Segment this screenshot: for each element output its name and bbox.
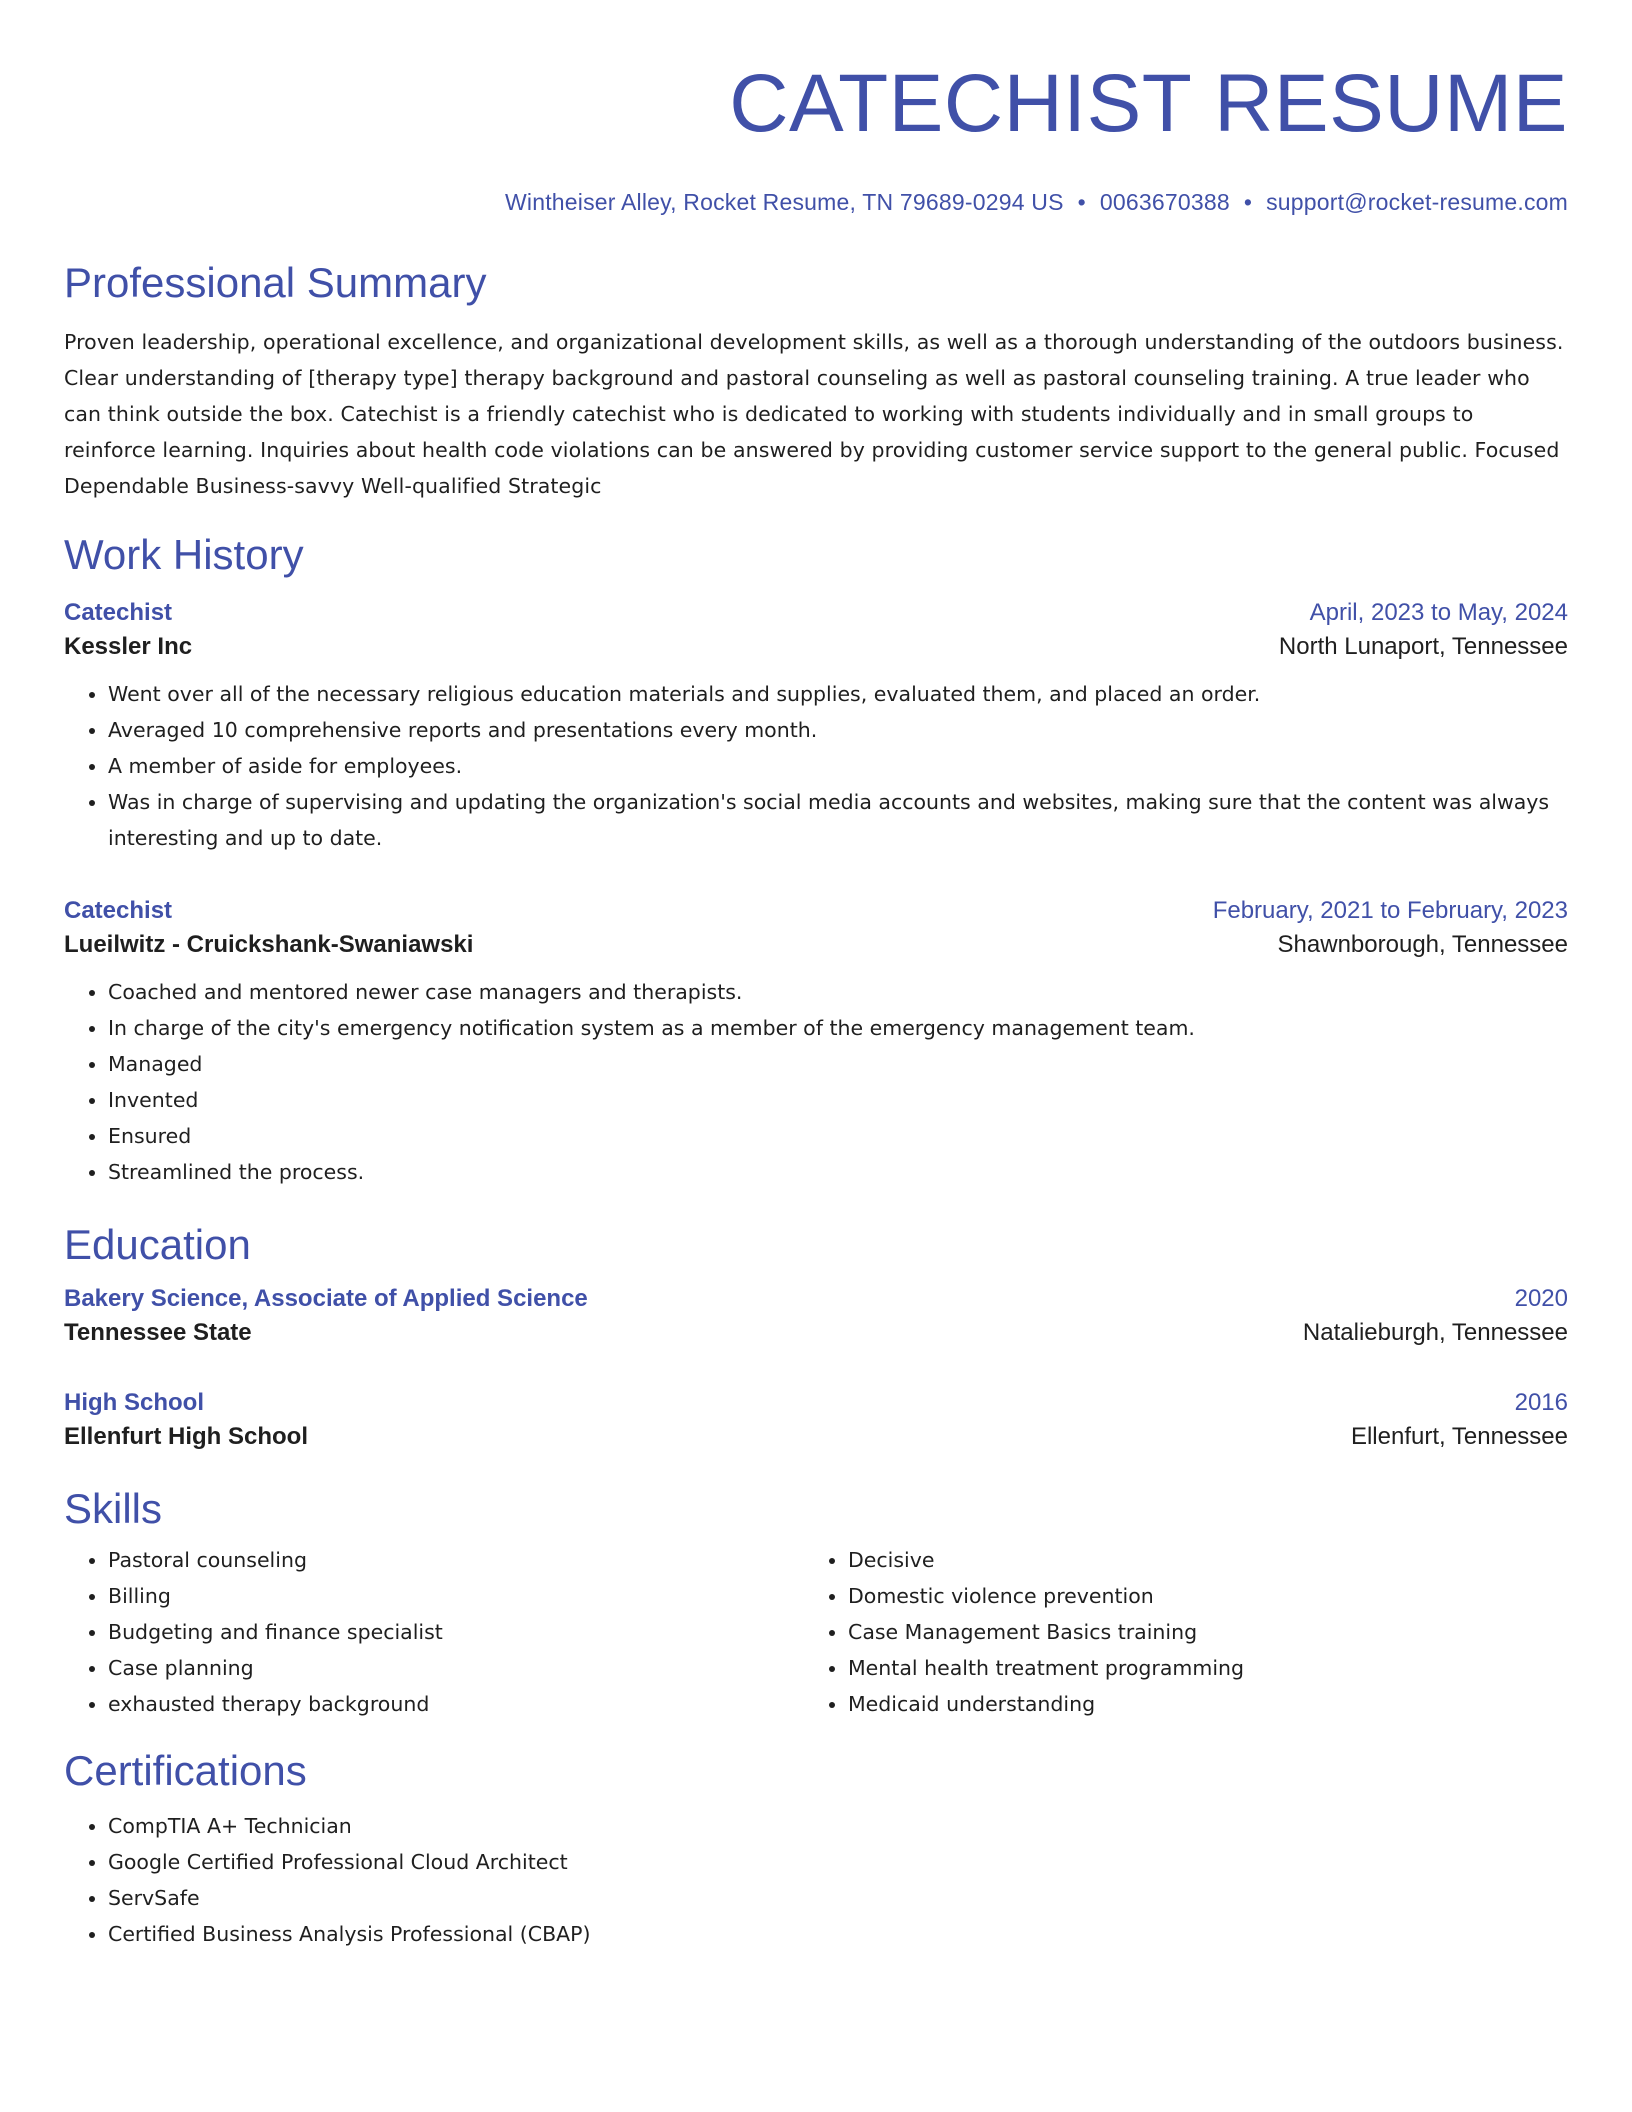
certification-item: • Certified Business Analysis Professional (CBAP) xyxy=(108,1916,1568,1952)
skills-column-right xyxy=(804,1542,1544,1722)
job-bullets xyxy=(64,974,1568,1190)
education-location: Natalieburgh, Tennessee xyxy=(1302,1319,1568,1346)
job-entry xyxy=(64,894,1568,1190)
job-employer-row xyxy=(64,928,1568,962)
skill-item: • exhausted therapy background xyxy=(108,1686,804,1722)
summary-heading: Professional Summary xyxy=(64,259,487,306)
skill-item: • Pastoral counseling xyxy=(108,1542,804,1578)
contact-line xyxy=(64,188,1568,216)
resume-header xyxy=(64,56,1568,216)
job-bullet: • Was in charge of supervising and updating the organization's social media accounts and websites, making sure that the content was always interesting and up to date. xyxy=(108,784,1568,856)
education-header-row xyxy=(64,1386,1568,1420)
skill-item: • Billing xyxy=(108,1578,804,1614)
job-location: Shawnborough, Tennessee xyxy=(1277,931,1568,958)
education-header-row xyxy=(64,1282,1568,1316)
job-bullet: • A member of aside for employees. xyxy=(108,748,1568,784)
skill-item: • Case planning xyxy=(108,1650,804,1686)
education-entry xyxy=(64,1386,1568,1454)
job-bullet: • Ensured xyxy=(108,1118,1568,1154)
job-role: Catechist xyxy=(64,897,173,924)
job-employer: Lueilwitz - Cruickshank-Swaniawski xyxy=(64,931,474,958)
job-location: North Lunaport, Tennessee xyxy=(1278,633,1568,660)
education-heading: Education xyxy=(64,1221,251,1268)
education-school: Ellenfurt High School xyxy=(64,1423,308,1450)
job-bullet: • In charge of the city's emergency notification system as a member of the emergency management team. xyxy=(108,1010,1568,1046)
skill-item: • Case Management Basics training xyxy=(848,1614,1544,1650)
resume-title: CATECHIST RESUME xyxy=(729,58,1568,149)
skill-item: • Medicaid understanding xyxy=(848,1686,1544,1722)
job-dates: February, 2021 to February, 2023 xyxy=(1212,897,1568,924)
contact-email: support@rocket-resume.com xyxy=(1266,189,1568,215)
job-role: Catechist xyxy=(64,599,173,626)
job-dates: April, 2023 to May, 2024 xyxy=(1309,599,1568,626)
certifications-list xyxy=(64,1808,1568,1952)
skills-heading: Skills xyxy=(64,1485,163,1532)
job-bullets xyxy=(64,676,1568,856)
certification-item: • Google Certified Professional Cloud Architect xyxy=(108,1844,1568,1880)
contact-separator: • xyxy=(1243,189,1253,215)
job-bullet: • Invented xyxy=(108,1082,1568,1118)
job-bullet: • Streamlined the process. xyxy=(108,1154,1568,1190)
job-bullet: • Managed xyxy=(108,1046,1568,1082)
job-header-row xyxy=(64,894,1568,928)
certifications-heading: Certifications xyxy=(64,1747,307,1794)
job-entry xyxy=(64,596,1568,856)
skill-item: • Domestic violence prevention xyxy=(848,1578,1544,1614)
education-year: 2016 xyxy=(1514,1389,1568,1416)
work-history-heading: Work History xyxy=(64,531,304,578)
certification-item: • CompTIA A+ Technician xyxy=(108,1808,1568,1844)
education-school: Tennessee State xyxy=(64,1319,252,1346)
contact-phone: 0063670388 xyxy=(1099,189,1230,215)
certification-item: • ServSafe xyxy=(108,1880,1568,1916)
job-employer: Kessler Inc xyxy=(64,633,193,660)
skills-list xyxy=(64,1542,804,1722)
skill-item: • Decisive xyxy=(848,1542,1544,1578)
education-degree: Bakery Science, Associate of Applied Science xyxy=(64,1285,588,1312)
job-bullet: • Averaged 10 comprehensive reports and presentations every month. xyxy=(108,712,1568,748)
education-degree: High School xyxy=(64,1389,204,1416)
skill-item: • Mental health treatment programming xyxy=(848,1650,1544,1686)
education-year: 2020 xyxy=(1514,1285,1568,1312)
contact-address: Wintheiser Alley, Rocket Resume, TN 79689-0294 US xyxy=(505,189,1064,215)
job-bullet: • Went over all of the necessary religious education materials and supplies, evaluated them, and placed an order. xyxy=(108,676,1568,712)
education-school-row xyxy=(64,1420,1568,1454)
job-bullet: • Coached and mentored newer case managers and therapists. xyxy=(108,974,1568,1010)
education-location: Ellenfurt, Tennessee xyxy=(1350,1423,1568,1450)
skill-item: • Budgeting and finance specialist xyxy=(108,1614,804,1650)
skills-grid xyxy=(64,1542,1568,1722)
job-header-row xyxy=(64,596,1568,630)
education-school-row xyxy=(64,1316,1568,1350)
skills-list xyxy=(804,1542,1544,1722)
skills-column-left xyxy=(64,1542,804,1722)
job-employer-row xyxy=(64,630,1568,664)
summary-text: Proven leadership, operational excellence, and organizational development skills, as well as a thorough understanding of the outdoors business. Clear understanding of [therapy type] therapy background and pastoral counseling as well as pastoral counseling training. A true leader who can think outside the box. Catechist is a friendly catechist who is dedicated to working with students individually and in small groups to reinforce learning. Inquiries about health code violations can be answered by providing customer service support to the general public. Focused Dependable Business-savvy Well-qualified Strategic xyxy=(64,330,1564,498)
contact-separator: • xyxy=(1077,189,1086,215)
education-entry xyxy=(64,1282,1568,1350)
